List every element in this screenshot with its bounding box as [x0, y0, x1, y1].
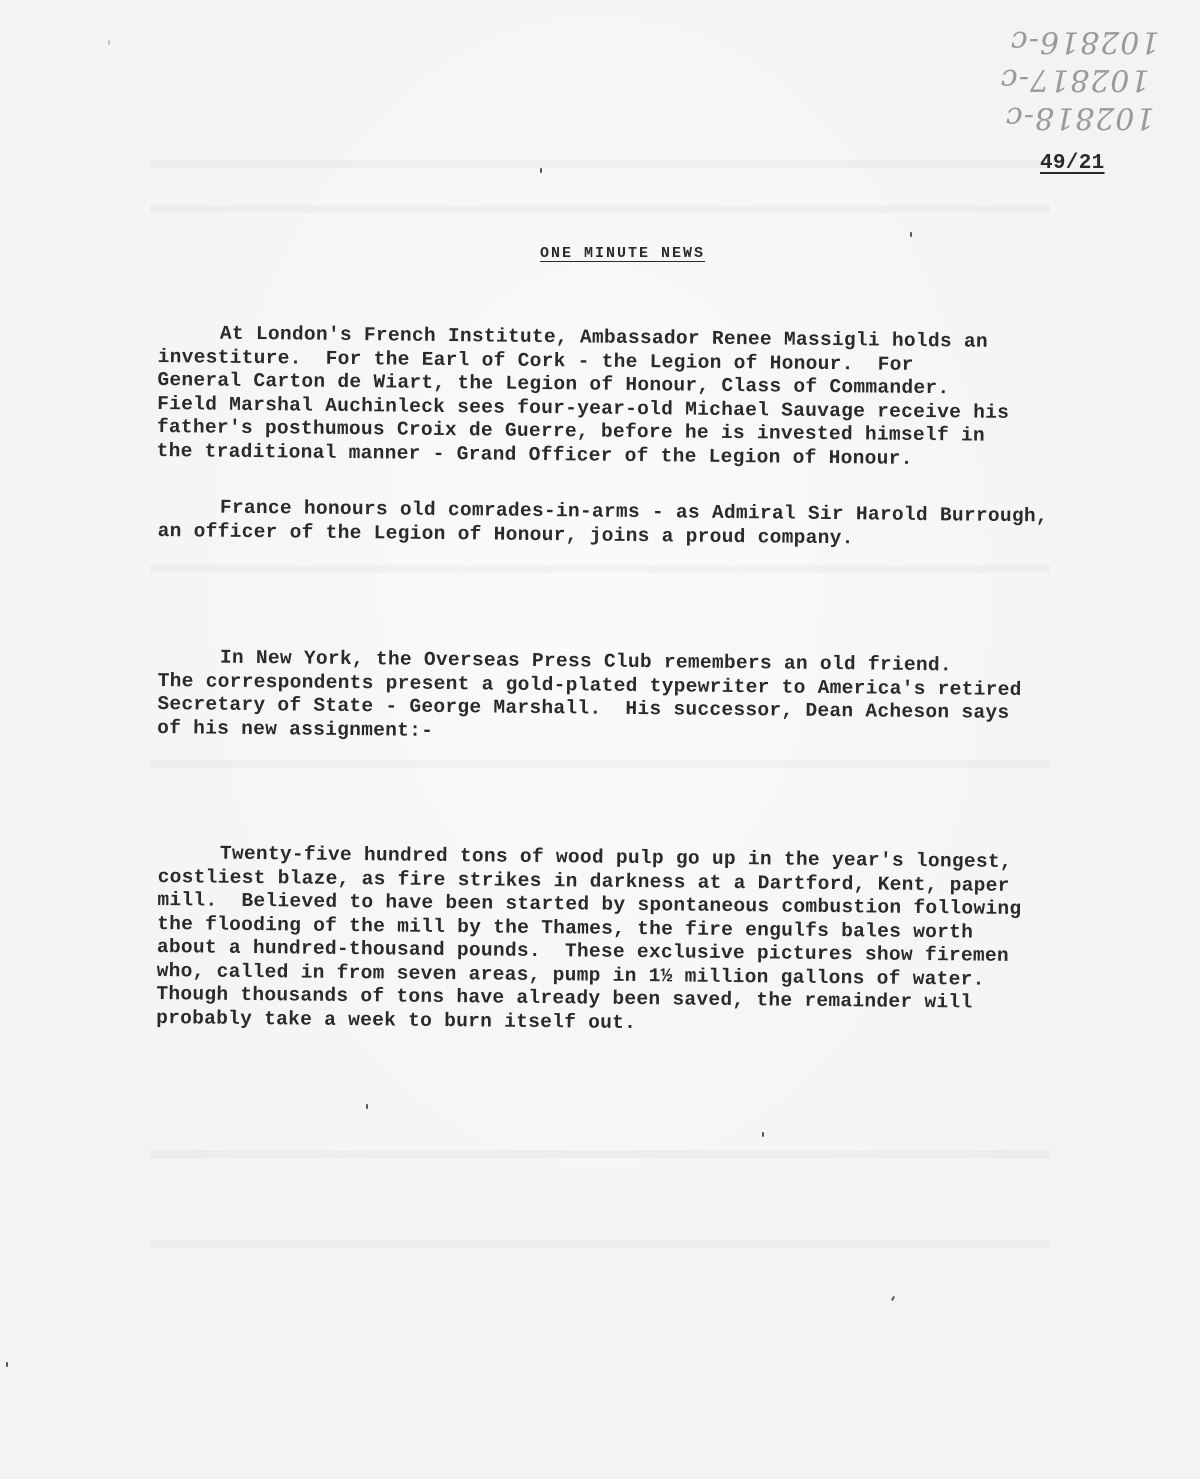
- paragraph-line: about a hundred-thousand pounds. These exclusive pictures show firemen: [156, 935, 1010, 967]
- bleed-through-mark: [150, 205, 1050, 213]
- handwritten-ref: 102816-c: [1010, 24, 1160, 59]
- scan-speck: [891, 1296, 895, 1301]
- paragraph-line: Secretary of State - George Marshall. His successor, Dean Acheson says: [157, 692, 1010, 724]
- scan-speck: [366, 1104, 368, 1109]
- scan-speck: [6, 1362, 8, 1367]
- bleed-through-mark: [150, 1240, 1050, 1248]
- handwritten-ref: 102818-c: [1005, 100, 1155, 135]
- paragraph-line: General Carton de Wiart, the Legion of Honour, Class of Commander.: [157, 368, 950, 400]
- scan-speck: [762, 1132, 764, 1137]
- paragraph-line: Though thousands of tons have already been saved, the remainder will: [156, 982, 973, 1014]
- paragraph-line: of his new assignment:-: [157, 716, 434, 742]
- paragraph-line: probably take a week to burn itself out.: [156, 1006, 637, 1034]
- bleed-through-mark: [150, 160, 1050, 168]
- news-paragraph: [157, 646, 1058, 749]
- paragraph-line: who, called in from seven areas, pump in 1½ million gallons of water.: [156, 959, 985, 991]
- paragraph-line: The correspondents present a gold-plated typewriter to America's retired: [157, 669, 1022, 701]
- bleed-through-mark: [150, 565, 1050, 573]
- paragraph-line: mill. Believed to have been started by spontaneous combustion following: [157, 888, 1022, 921]
- news-paragraph: [158, 496, 1058, 552]
- bleed-through-mark: [150, 1150, 1050, 1158]
- scan-speck: [108, 40, 110, 45]
- scan-speck: [910, 232, 912, 237]
- paragraph-line: At London's French Institute, Ambassador Renee Massigli holds an: [219, 322, 989, 353]
- handwritten-ref: 102817-c: [1000, 62, 1150, 97]
- paragraph-line: In New York, the Overseas Press Club remembers an old friend.: [219, 646, 953, 677]
- paragraph-line: costliest blaze, as fire strikes in darkness at a Dartford, Kent, paper: [157, 865, 1010, 897]
- paragraph-line: the flooding of the mill by the Thames, the fire engulfs bales worth: [157, 912, 974, 944]
- paragraph-line: Field Marshal Auchinleck sees four-year-old Michael Sauvage receive his: [157, 392, 1010, 424]
- paragraph-line: the traditional manner - Grand Officer of the Legion of Honour.: [156, 439, 913, 470]
- scan-speck: [540, 168, 542, 173]
- bleed-through-mark: [150, 760, 1050, 768]
- paragraph-line: investiture. For the Earl of Cork - the Legion of Honour. For: [157, 345, 914, 376]
- news-paragraph: [157, 322, 1058, 472]
- paragraph-line: father's posthumous Croix de Guerre, before he is invested himself in: [156, 415, 986, 447]
- paragraph-line: France honours old comrades-in-arms - as Admiral Sir Harold Burrough,: [219, 496, 1049, 528]
- paragraph-line: Twenty-five hundred tons of wood pulp go up in the year's longest,: [219, 842, 1013, 873]
- paragraph-line: an officer of the Legion of Honour, joins a proud company.: [157, 519, 854, 549]
- news-paragraph: [156, 842, 1058, 1039]
- reference-number: 49/21: [1040, 152, 1105, 175]
- page-title: ONE MINUTE NEWS: [540, 245, 706, 262]
